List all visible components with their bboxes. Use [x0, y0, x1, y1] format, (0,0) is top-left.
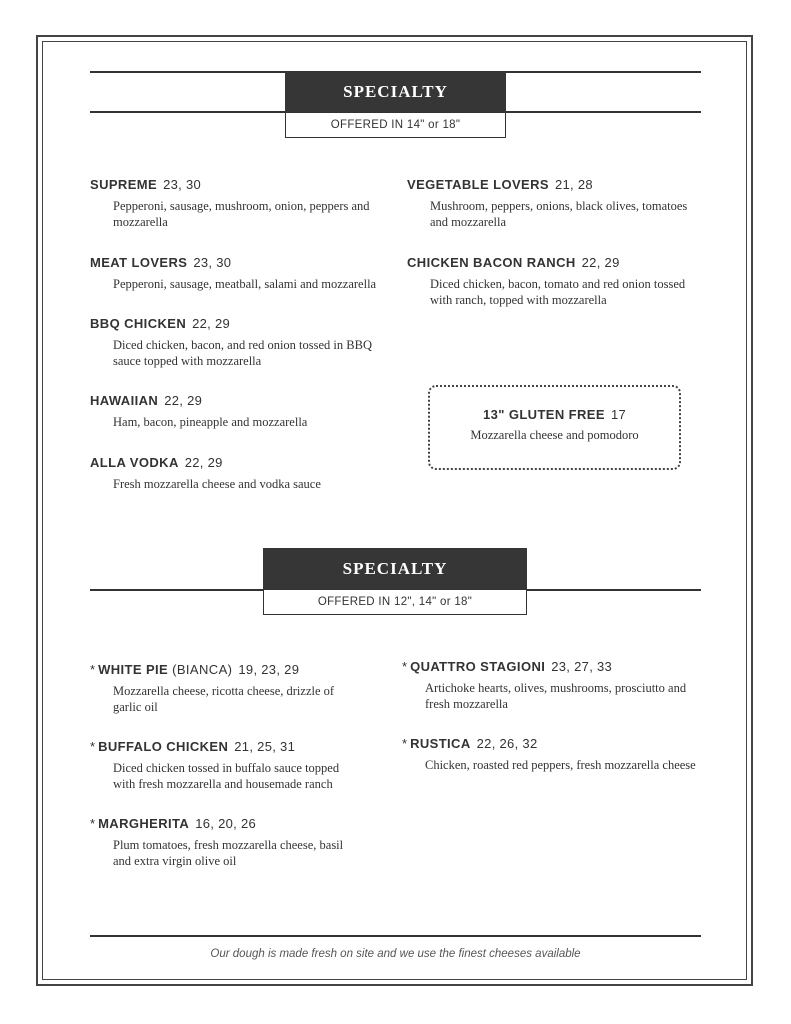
item-desc: Chicken, roasted red peppers, fresh mozzarella cheese	[425, 758, 696, 772]
item-price: 23, 27, 33	[551, 659, 613, 674]
item-desc: and extra virgin olive oil	[113, 854, 237, 868]
item-desc: Diced chicken, bacon, and red onion tossed in BBQ	[113, 338, 372, 352]
menu-item-quattro-stagioni	[402, 659, 712, 712]
item-desc: Mushroom, peppers, onions, black olives, tomatoes	[430, 199, 688, 213]
item-price: 19, 23, 29	[238, 662, 300, 677]
item-price: 22, 29	[581, 255, 620, 270]
item-price: 22, 29	[184, 455, 223, 470]
item-desc: mozzarella	[113, 215, 168, 229]
menu-item-white-pie	[90, 662, 390, 715]
item-qualifier: (BIANCA)	[172, 662, 233, 677]
item-desc: Diced chicken, bacon, tomato and red onion tossed	[430, 277, 686, 291]
item-name: HAWAIIAN	[90, 393, 159, 408]
section2-subtitle: OFFERED IN 12", 14" or 18"	[263, 589, 527, 615]
menu-item-margherita	[90, 816, 390, 869]
gluten-free-desc: Mozzarella cheese and pomodoro	[470, 428, 639, 442]
item-name: MEAT LOVERS	[90, 255, 188, 270]
item-desc: sauce topped with mozzarella	[113, 354, 262, 368]
item-desc: with fresh mozzarella and housemade ranch	[113, 777, 333, 791]
star-marker: *	[402, 659, 408, 674]
menu-item-vegetable-lovers	[407, 177, 707, 230]
item-name: SUPREME	[90, 177, 158, 192]
item-desc: fresh mozzarella	[425, 697, 508, 711]
item-desc: garlic oil	[113, 700, 158, 714]
item-name: MARGHERITA	[98, 816, 190, 831]
section1-title: SPECIALTY	[285, 72, 506, 112]
menu-item-hawaiian	[90, 393, 390, 430]
item-price: 22, 29	[164, 393, 203, 408]
item-price: 22, 26, 32	[476, 736, 538, 751]
star-marker: *	[90, 662, 96, 677]
item-name: VEGETABLE LOVERS	[407, 177, 549, 192]
gluten-free-box	[428, 385, 681, 470]
item-name: ALLA VODKA	[90, 455, 179, 470]
item-desc: Artichoke hearts, olives, mushrooms, prosciutto and	[425, 681, 687, 695]
item-desc: Diced chicken tossed in buffalo sauce topped	[113, 761, 340, 775]
section2-title: SPECIALTY	[263, 548, 527, 589]
menu-item-meat-lovers	[90, 255, 390, 292]
item-price: 16, 20, 26	[195, 816, 257, 831]
item-desc: and mozzarella	[430, 215, 506, 229]
item-desc: Ham, bacon, pineapple and mozzarella	[113, 415, 308, 429]
star-marker: *	[90, 739, 96, 754]
menu-item-alla-vodka	[90, 455, 390, 492]
item-desc: Pepperoni, sausage, mushroom, onion, peppers and	[113, 199, 370, 213]
section1-subtitle: OFFERED IN 14" or 18"	[285, 112, 506, 138]
item-desc: Mozzarella cheese, ricotta cheese, drizzle of	[113, 684, 335, 698]
menu-item-rustica	[402, 736, 712, 773]
item-desc: Fresh mozzarella cheese and vodka sauce	[113, 477, 321, 491]
gluten-free-name: 13" GLUTEN FREE	[482, 407, 605, 422]
item-name: CHICKEN BACON RANCH	[407, 255, 576, 270]
gluten-free-price: 17	[610, 407, 627, 422]
item-desc: Pepperoni, sausage, meatball, salami and mozzarella	[113, 277, 377, 291]
item-name: BUFFALO CHICKEN	[98, 739, 229, 754]
star-marker: *	[402, 736, 408, 751]
menu-item-supreme	[90, 177, 390, 230]
star-marker: *	[90, 816, 96, 831]
item-price: 21, 28	[554, 177, 593, 192]
item-price: 23, 30	[193, 255, 232, 270]
menu-item-bbq-chicken	[90, 316, 390, 369]
item-name: WHITE PIE	[98, 662, 169, 677]
item-name: QUATTRO STAGIONI	[410, 659, 546, 674]
footer-rule	[90, 935, 701, 937]
item-price: 23, 30	[163, 177, 202, 192]
item-name: RUSTICA	[410, 736, 471, 751]
menu-item-chicken-bacon-ranch	[407, 255, 707, 308]
item-desc: Plum tomatoes, fresh mozzarella cheese, basil	[113, 838, 344, 852]
footer-note: Our dough is made fresh on site and we use the finest cheeses available	[210, 948, 581, 960]
item-desc: with ranch, topped with mozzarella	[430, 293, 607, 307]
menu-item-buffalo-chicken	[90, 739, 390, 792]
item-price: 22, 29	[192, 316, 231, 331]
item-price: 21, 25, 31	[234, 739, 296, 754]
item-name: BBQ CHICKEN	[90, 316, 187, 331]
